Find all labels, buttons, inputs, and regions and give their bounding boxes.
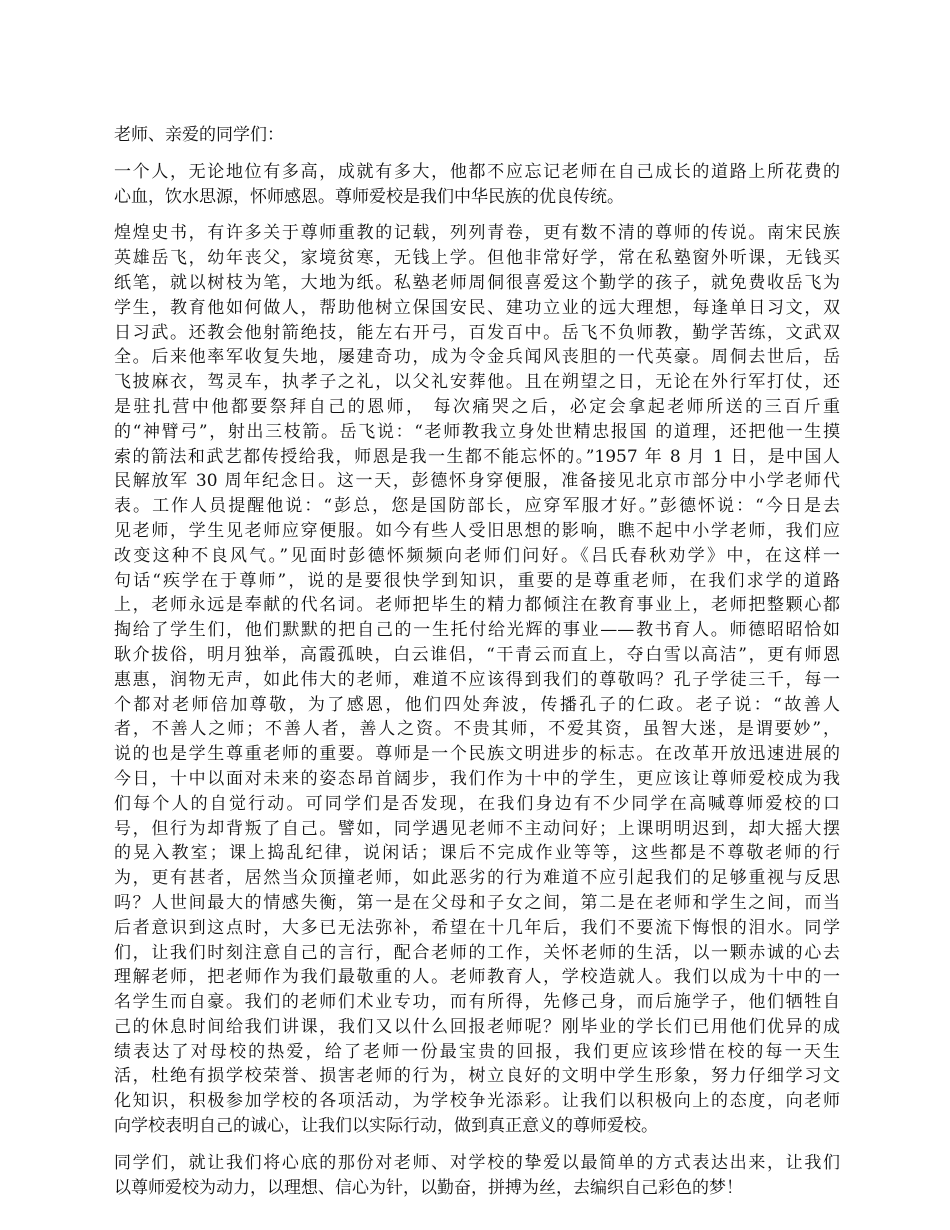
paragraph-3 — [114, 1151, 840, 1201]
paragraph-line: 学生，教育他如何做人，帮助他树立保国安民、建功立业的远大理想，每逢单日习文，双 — [114, 297, 840, 318]
paragraph-line: 表。工作人员提醒他说：“彭总，您是国防部长，应穿军服才好。”彭德怀说：“今日是去 — [114, 496, 840, 517]
paragraph-line: 今日，十中以面对未来的姿态昂首阔步，我们作为十中的学生，更应该让尊师爱校成为我 — [114, 768, 840, 789]
paragraph-line: 一个人，无论地位有多高，成就有多大，他都不应忘记老师在自己成长的道路上所花费的 — [114, 161, 840, 182]
paragraph-line: 后者意识到这点时，大多已无法弥补，希望在十几年后，我们不要流下悔恨的泪水。同学 — [114, 917, 840, 938]
paragraph-line: 化知识，积极参加学校的各项活动，为学校争光添彩。让我们以积极向上的态度，向老师 — [114, 1091, 840, 1112]
paragraph-line: 活，杜绝有损学校荣誉、损害老师的行为，树立良好的文明中学生形象，努力仔细学习文 — [114, 1066, 840, 1087]
paragraph-line: 英雄岳飞，幼年丧父，家境贫寒，无钱上学。但他非常好学，常在私塾窗外听课，无钱买 — [114, 248, 840, 269]
paragraph-line: 煌煌史书，有许多关于尊师重教的记载，列列青卷，更有数不清的尊师的传说。南宋民族 — [114, 223, 840, 244]
paragraph-line: 日习武。还教会他射箭绝技，能左右开弓，百发百中。岳飞不负师教，勤学苦练，文武双 — [114, 322, 840, 343]
paragraph-line: 理解老师，把老师作为我们最敬重的人。老师教育人，学校造就人。我们以成为十中的一 — [114, 967, 840, 988]
greeting — [114, 123, 840, 148]
paragraph-line: 纸笔，就以树枝为笔，大地为纸。私塾老师周侗很喜爱这个勤学的孩子，就免费收岳飞为 — [114, 272, 840, 293]
paragraph-line: 们，让我们时刻注意自己的言行，配合老师的工作，关怀老师的生活，以一颗赤诚的心去 — [114, 942, 840, 963]
paragraph-line: 同学们，就让我们将心底的那份对老师、对学校的挚爱以最简单的方式表达出来，让我们 — [114, 1152, 840, 1173]
greeting-line: 老师、亲爱的同学们： — [114, 125, 284, 145]
paragraph-line: 名学生而自豪。我们的老师们术业专功，而有所得，先修己身，而后施学子，他们牺牲自 — [114, 992, 840, 1013]
paragraph-line: 见老师，学生见老师应穿便服。如今有些人受旧思想的影响，瞧不起中小学老师，我们应 — [114, 520, 840, 541]
paragraph-line: 上，老师永远是奉献的代名词。老师把毕生的精力都倾注在教育事业上，老师把整颗心都 — [114, 595, 840, 616]
paragraph-line: 以尊师爱校为动力，以理想、信心为针，以勤奋，拼搏为丝，去编织自己彩色的梦！ — [114, 1177, 743, 1198]
paragraph-line: 句话“疾学在于尊师”，说的是要很快学到知识，重要的是尊重老师，在我们求学的道路 — [114, 570, 840, 591]
paragraph-line: 心血，饮水思源，怀师感恩。尊师爱校是我们中华民族的优良传统。 — [114, 186, 624, 207]
paragraph-line: 耿介拔俗，明月独举，高霞孤映，白云谁侣，“干青云而直上，夺白雪以高洁”，更有师恩 — [114, 644, 840, 665]
paragraph-line: 惠惠，润物无声，如此伟大的老师，难道不应该得到我们的尊敬吗？孔子学徒三千，每一 — [114, 669, 840, 690]
paragraph-2 — [114, 221, 840, 1138]
paragraph-line: 向学校表明自己的诚心，让我们以实际行动，做到真正意义的尊师爱校。 — [114, 1116, 658, 1137]
paragraph-line: 号，但行为却背叛了自己。譬如，同学遇见老师不主动问好；上课明明迟到，却大摇大摆 — [114, 818, 840, 839]
document-body — [114, 123, 840, 1212]
paragraph-line: 全。后来他率军收复失地，屡建奇功，成为令金兵闻风丧胆的一代英豪。周侗去世后，岳 — [114, 347, 840, 368]
paragraph-line: 是驻扎营中他都要祭拜自己的恩师， 每次痛哭之后，必定会拿起老师所送的三百斤重 — [114, 396, 840, 417]
paragraph-line: 们每个人的自觉行动。可同学们是否发现，在我们身边有不少同学在高喊尊师爱校的口 — [114, 793, 840, 814]
paragraph-1 — [114, 160, 840, 210]
paragraph-line: 者，不善人之师；不善人者，善人之资。不贵其师，不爱其资，虽智大迷，是谓要妙”， — [114, 719, 840, 740]
paragraph-line: 为，更有甚者，居然当众顶撞老师，如此恶劣的行为难道不应引起我们的足够重视与反思 — [114, 868, 840, 889]
paragraph-line: 个都对老师倍加尊敬，为了感恩，他们四处奔波，传播孔子的仁政。老子说：“故善人 — [114, 694, 840, 715]
paragraph-line: 索的箭法和武艺都传授给我，师恩是我一生都不能忘怀的。”1957 年 8 月 1 日，是中国人 — [114, 446, 840, 467]
paragraph-line: 掏给了学生们，他们默默的把自己的一生托付给光辉的事业——教书育人。师德昭昭恰如 — [114, 620, 840, 641]
paragraph-line: 己的休息时间给我们讲课，我们又以什么回报老师呢？刚毕业的学长们已用他们优异的成 — [114, 1016, 840, 1037]
paragraph-line: 说的也是学生尊重老师的重要。尊师是一个民族文明进步的标志。在改革开放迅速进展的 — [114, 744, 840, 765]
paragraph-line: 绩表达了对母校的热爱，给了老师一份最宝贵的回报，我们更应该珍惜在校的每一天生 — [114, 1041, 840, 1062]
paragraph-line: 飞披麻衣，驾灵车，执孝子之礼，以父礼安葬他。且在朔望之日，无论在外行军打仗，还 — [114, 372, 840, 393]
paragraph-line: 改变这种不良风气。”见面时彭德怀频频向老师们问好。《吕氏春秋劝学》中，在这样一 — [114, 545, 840, 566]
paragraph-line: 的“神臂弓”，射出三枝箭。岳飞说：“老师教我立身处世精忠报国 的道理，还把他一生摸 — [114, 421, 840, 442]
paragraph-line: 吗？人世间最大的情感失衡，第一是在父母和子女之间，第二是在老师和学生之间，而当 — [114, 892, 840, 913]
paragraph-line: 民解放军 30 周年纪念日。这一天，彭德怀身穿便服，准备接见北京市部分中小学老师代 — [114, 471, 840, 492]
paragraph-line: 的晃入教室；课上捣乱纪律，说闲话；课后不完成作业等等，这些都是不尊敬老师的行 — [114, 843, 840, 864]
